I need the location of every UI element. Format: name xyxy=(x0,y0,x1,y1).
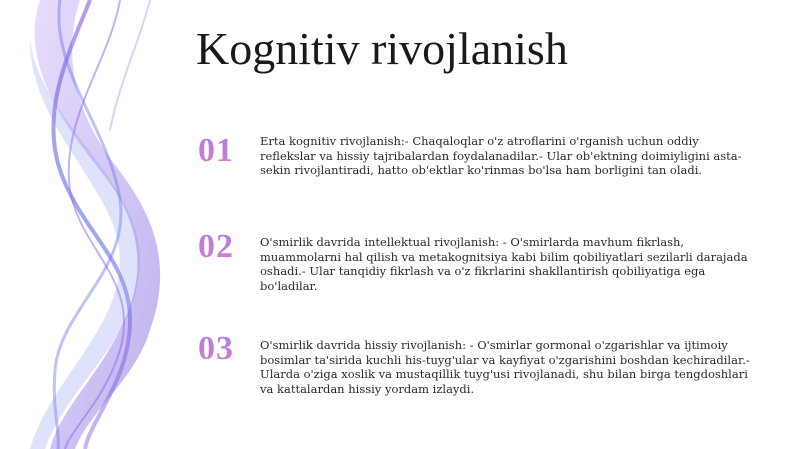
item-number: 03 xyxy=(198,330,234,367)
page-title: Kognitiv rivojlanish xyxy=(196,23,568,74)
item-text: Erta kognitiv rivojlanish:- Chaqaloqlar o'z atroflarini o'rganish uchun oddiy reflekslar va hissiy tajribalardan foydalanadilar.- Ular ob'ektning doimiyligini asta-sekin rivojlantiradi, hatto ob'ektlar ko'rinmas bo'lsa ham borligini tan oladi. xyxy=(260,134,742,177)
item-text: O'smirlik davrida intellektual rivojlanish: - O'smirlarda mavhum fikrlash, muammolarni hal qilish va metakognitsiya kabi bilim qobiliyatlari sezilarli darajada oshadi.- Ular tanqidiy fikrlash va o'z fikrlarini shakllantirish qobiliyatiga ega bo'ladilar. xyxy=(260,235,748,293)
decorative-ribbon xyxy=(0,0,220,449)
item-number: 01 xyxy=(198,132,234,169)
item-number: 02 xyxy=(198,228,234,265)
item-text: O'smirlik davrida hissiy rivojlanish: - O'smirlar gormonal o'zgarishlar va ijtimoiy bosimlar ta'sirida kuchli his-tuyg'ular va kayfiyat o'zgarishini boshdan kechiradilar.- Ularda o'ziga xoslik va mustaqillik tuyg'usi rivojlanadi, shu bilan birga tengdoshlari va kattalardan hissiy yordam izlaydi. xyxy=(260,338,750,396)
